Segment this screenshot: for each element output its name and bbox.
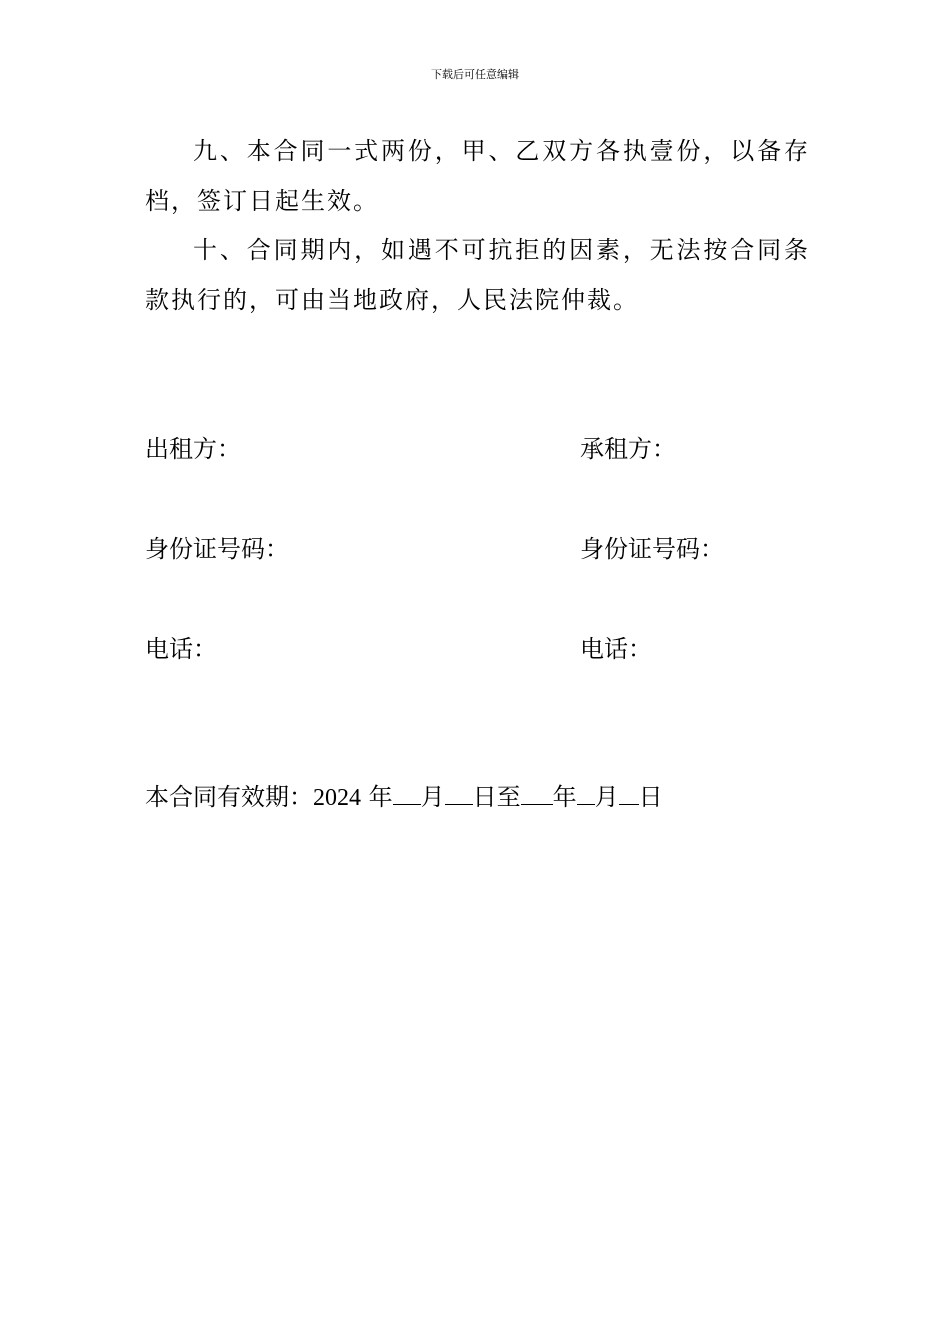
end-year-blank: [521, 782, 553, 805]
end-month-blank: [577, 782, 595, 805]
lessee-id-label: 身份证号码：: [580, 535, 724, 563]
lessor-id-label: 身份证号码：: [145, 535, 289, 563]
validity-month-unit: 月: [420, 783, 445, 811]
validity-line: [145, 782, 663, 813]
start-month-blank: [393, 782, 421, 805]
validity-prefix: 本合同有效期：: [145, 783, 313, 811]
clause-nine: 九、本合同一式两份，甲、乙双方各执壹份，以备存档，签订日起生效。: [145, 137, 810, 215]
validity-end-year-unit: 年: [552, 783, 577, 811]
lessee-phone-label: 电话：: [580, 635, 652, 663]
end-day-blank: [619, 782, 639, 805]
start-day-blank: [445, 782, 473, 805]
lessee-label: 承租方：: [580, 435, 676, 463]
validity-day-unit: 日至: [472, 783, 521, 811]
header-note: 下载后可任意编辑: [431, 68, 519, 81]
lessor-label: 出租方：: [145, 435, 241, 463]
clause-ten: 十、合同期内，如遇不可抗拒的因素，无法按合同条款执行的，可由当地政府，人民法院仲裁。: [145, 236, 810, 314]
validity-end-month-unit: 月: [594, 783, 619, 811]
validity-end-day-unit: 日: [638, 783, 663, 811]
validity-year: 2024: [313, 785, 361, 811]
validity-year-unit: 年: [368, 783, 393, 811]
lessor-phone-label: 电话：: [145, 635, 217, 663]
